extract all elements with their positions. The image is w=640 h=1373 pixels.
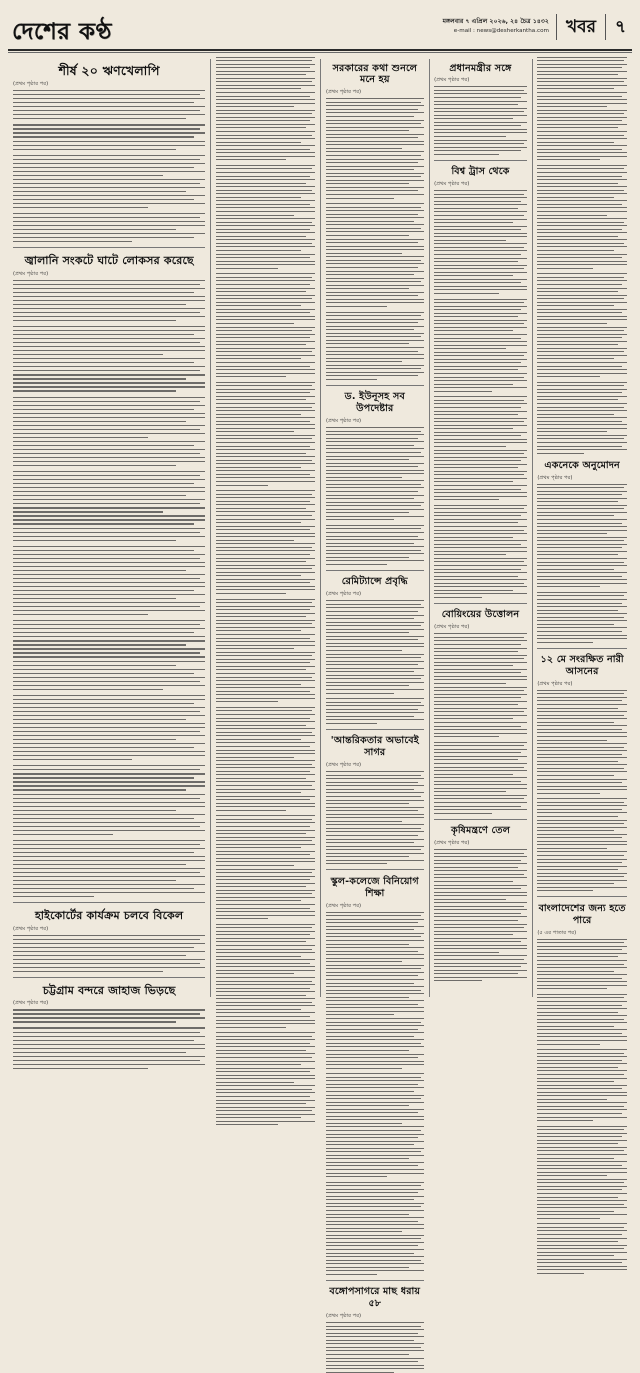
column-1 <box>8 57 210 1007</box>
publication-date: মঙ্গলবার ৭ এপ্রিল ২০২৬, ২৪ চৈত্র ১৪৩২ <box>442 18 549 26</box>
article-divider <box>537 648 627 649</box>
jump-note: (প্রথম পৃষ্ঠার পর) <box>13 1000 49 1007</box>
headline: স্কুল-কলেজে বিনিয়োগ শিক্ষা <box>330 875 419 899</box>
headline: বিশ্ব ট্রাস থেকে <box>451 166 510 178</box>
article-body <box>434 633 527 813</box>
article-high-court-hours <box>13 909 205 972</box>
column-4 <box>429 57 532 997</box>
article-body-continuation <box>216 57 316 1126</box>
jump-note: (প্রথম পৃষ্ঠার পর) <box>325 418 362 425</box>
date-block <box>443 18 556 35</box>
masthead-right <box>443 10 632 44</box>
article-body <box>13 90 205 242</box>
article-chittagong-port-ships <box>13 984 205 1069</box>
article-bay-of-bengal-fishing <box>326 1286 424 1372</box>
page-number: ৭ <box>614 16 626 37</box>
headline: শীর্ষ ২০ ঋণখেলাপি <box>58 62 160 78</box>
masthead <box>8 6 632 46</box>
jump-note: (প্রথম পৃষ্ঠার পর) <box>325 89 362 96</box>
article-body <box>326 771 424 864</box>
article-divider <box>326 385 424 386</box>
article-body <box>13 280 205 898</box>
article-body <box>13 935 205 972</box>
article-body <box>326 600 424 724</box>
headline: ড. ইউনূসহ সব উপদেষ্টার <box>344 391 405 415</box>
article-with-prime-minister <box>434 63 527 155</box>
column-grid <box>8 57 632 1320</box>
article-divider <box>434 819 527 820</box>
jump-note: (প্রথম পৃষ্ঠার পর) <box>537 680 573 687</box>
headline: একনেকে অনুমোদন <box>544 459 620 471</box>
headline: বঙ্গোপসাগরে মাছ ধরায় ৫৮ <box>329 1286 421 1310</box>
article-ecnec-approval-top <box>537 57 627 454</box>
masthead-rule-thin <box>8 52 632 53</box>
headline: প্রধানমন্ত্রীর সঙ্গে <box>449 62 512 74</box>
masthead-rule-thick <box>8 49 632 51</box>
contact-email: e-mail : news@desherkantha.com <box>453 28 549 35</box>
article-divider <box>13 247 205 248</box>
jump-note: (প্রথম পৃষ্ঠার পর) <box>325 902 362 909</box>
article-ecnec-approval <box>537 460 627 643</box>
headline: হাইকোর্টের কার্যক্রম চলবে বিকেল <box>34 908 184 922</box>
article-could-be-for-bangladesh <box>537 903 627 1274</box>
jump-note: (প্রথম পৃষ্ঠার পর) <box>434 840 470 847</box>
article-divider <box>326 1280 424 1281</box>
article-divider <box>434 160 527 161</box>
article-body <box>537 484 627 643</box>
jump-note: (প্রথম পৃষ্ঠার পর) <box>537 474 573 481</box>
headline: বাংলাদেশের জন্য হতে পারে <box>538 902 626 926</box>
headline: রেমিট্যান্সে প্রবৃদ্ধি <box>341 576 408 588</box>
article-school-college-investment <box>326 876 424 1275</box>
article-divider <box>326 729 424 730</box>
column-5 <box>532 57 632 997</box>
article-body <box>434 190 527 598</box>
newspaper-logo: দেশের কণ্ঠ <box>12 19 112 45</box>
article-body <box>537 690 627 892</box>
headline: জ্বালানি সংকটে ঘাটে লোকসর করেছে <box>24 253 194 267</box>
headline: সরকারের কথা শুনলে মনে হয় <box>332 62 418 86</box>
article-reserved-womens-seats <box>537 654 627 891</box>
headline: 'আন্তরিকতার অভাবেই সাগর <box>330 735 419 759</box>
article-yunus-advisers <box>326 391 424 565</box>
article-body <box>326 1322 424 1373</box>
article-body <box>13 1009 205 1069</box>
article-divider <box>13 902 205 903</box>
article-divider <box>434 603 527 604</box>
article-boeing-lift <box>434 609 527 813</box>
jump-note: (৫ এর পাতার পর) <box>537 929 577 936</box>
article-body <box>434 86 527 154</box>
article-divider <box>13 977 205 978</box>
jump-note: (প্রথম পৃষ্ঠার পর) <box>434 181 470 188</box>
article-body <box>537 939 627 1274</box>
article-body-continuation <box>537 57 627 454</box>
jump-note: (প্রথম পৃষ্ঠার পর) <box>13 925 49 932</box>
article-body <box>326 98 424 380</box>
article-divider <box>326 570 424 571</box>
headline: ১২ মে সংরক্ষিত নারী আসনের <box>540 654 624 677</box>
jump-note: (প্রথম পৃষ্ঠার পর) <box>434 624 470 631</box>
column-2 <box>211 57 321 997</box>
article-world-trust <box>434 166 527 598</box>
article-agriculture-oil <box>434 825 527 981</box>
headline: বোয়িংয়ের উত্তোলন <box>441 609 520 621</box>
article-remittance-growth <box>326 576 424 723</box>
article-government-words <box>326 63 424 380</box>
jump-note: (প্রথম পৃষ্ঠার পর) <box>325 762 362 769</box>
article-divider <box>537 896 627 897</box>
jump-note: (প্রথম পৃষ্ঠার পর) <box>325 1313 362 1320</box>
jump-note: (প্রথম পৃষ্ঠার পর) <box>434 77 470 84</box>
headline: কৃষিমন্ত্রণে তেল <box>450 825 510 837</box>
article-sincerity-sea <box>326 735 424 864</box>
article-body <box>326 427 424 565</box>
column-3 <box>321 57 429 1320</box>
headline: চট্টগ্রাম বন্দরে জাহাজ ভিড়ছে <box>42 983 176 997</box>
article-body <box>326 912 424 1275</box>
jump-note: (প্রথম পৃষ্ঠার পর) <box>325 591 362 598</box>
article-body <box>434 849 527 981</box>
article-top-20-defaulters <box>13 63 205 243</box>
section-title: খবর <box>565 16 596 37</box>
jump-note: (প্রথম পৃষ্ঠার পর) <box>13 81 49 88</box>
jump-note: (প্রথম পৃষ্ঠার পর) <box>13 270 49 277</box>
article-divider <box>326 869 424 870</box>
article-energy-crisis-loss <box>13 254 205 898</box>
